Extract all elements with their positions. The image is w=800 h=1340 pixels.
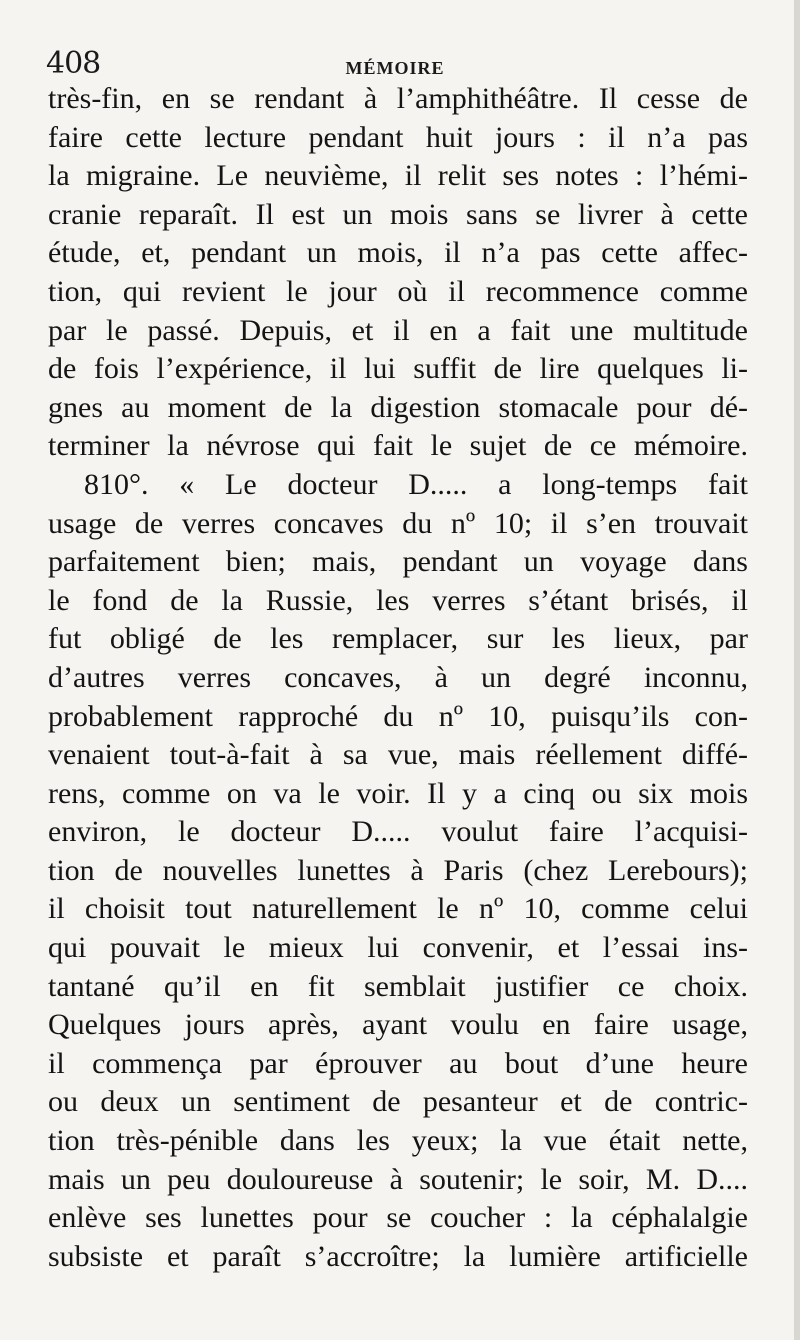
text-line: Quelques jours après, ayant voulu en faire usage,	[48, 1008, 748, 1042]
text-line: étude, et, pendant un mois, il n’a pas cette affec-	[48, 236, 748, 270]
text-line: il commença par éprouver au bout d’une heure	[48, 1046, 748, 1080]
text-line: fut obligé de les remplacer, sur les lieux, par	[48, 622, 748, 656]
text-line: la migraine. Le neuvième, il relit ses notes : l’hémi-	[48, 159, 748, 193]
text-line: gnes au moment de la digestion stomacale pour dé-	[48, 390, 748, 424]
text-line: subsiste et paraît s’accroître; la lumière artificielle	[48, 1239, 748, 1273]
text-line: de fois l’expérience, il lui suffit de lire quelques li-	[48, 352, 748, 386]
text-line: probablement rapproché du nº 10, puisqu’ils con-	[48, 699, 748, 733]
page-header	[46, 46, 744, 82]
text-line: tion très-pénible dans les yeux; la vue était nette,	[48, 1124, 748, 1158]
text-line: tantané qu’il en fit semblait justifier ce choix.	[48, 969, 748, 1003]
text-line: qui pouvait le mieux lui convenir, et l’essai ins-	[48, 931, 748, 965]
text-line: très-fin, en se rendant à l’amphithéâtre. Il cesse de	[48, 82, 748, 115]
text-line: enlève ses lunettes pour se coucher : la céphalalgie	[48, 1201, 748, 1235]
paragraph-810-start: 810°. « Le docteur D..... a long-temps fait	[84, 467, 748, 501]
text-line: environ, le docteur D..... voulut faire l’acquisi-	[48, 815, 748, 849]
running-head: MÉMOIRE	[345, 58, 445, 78]
text-line: mais un peu douloureuse à soutenir; le soir, M. D....	[48, 1162, 748, 1196]
page-number: 408	[46, 46, 101, 81]
text-line: usage de verres concaves du nº 10; il s’en trouvait	[48, 506, 748, 540]
body-text	[48, 80, 748, 1276]
text-line: cranie reparaît. Il est un mois sans se livrer à cette	[48, 197, 748, 231]
text-line: par le passé. Depuis, et il en a fait une multitude	[48, 313, 748, 347]
text-line: tion, qui revient le jour où il recommence comme	[48, 274, 748, 308]
text-line: venaient tout-à-fait à sa vue, mais réellement diffé-	[48, 738, 748, 772]
text-line: parfaitement bien; mais, pendant un voyage dans	[48, 545, 748, 579]
text-line: faire cette lecture pendant huit jours : il n’a pas	[48, 120, 748, 154]
text-line: il choisit tout naturellement le nº 10, comme celui	[48, 892, 748, 926]
text-line: ou deux un sentiment de pesanteur et de contric-	[48, 1085, 748, 1119]
text-line: terminer la névrose qui fait le sujet de ce mémoire.	[48, 429, 748, 463]
text-line: le fond de la Russie, les verres s’étant brisés, il	[48, 583, 748, 617]
text-line: d’autres verres concaves, à un degré inconnu,	[48, 660, 748, 694]
text-line: rens, comme on va le voir. Il y a cinq ou six mois	[48, 776, 748, 810]
text-line: tion de nouvelles lunettes à Paris (chez Lerebours);	[48, 853, 748, 887]
